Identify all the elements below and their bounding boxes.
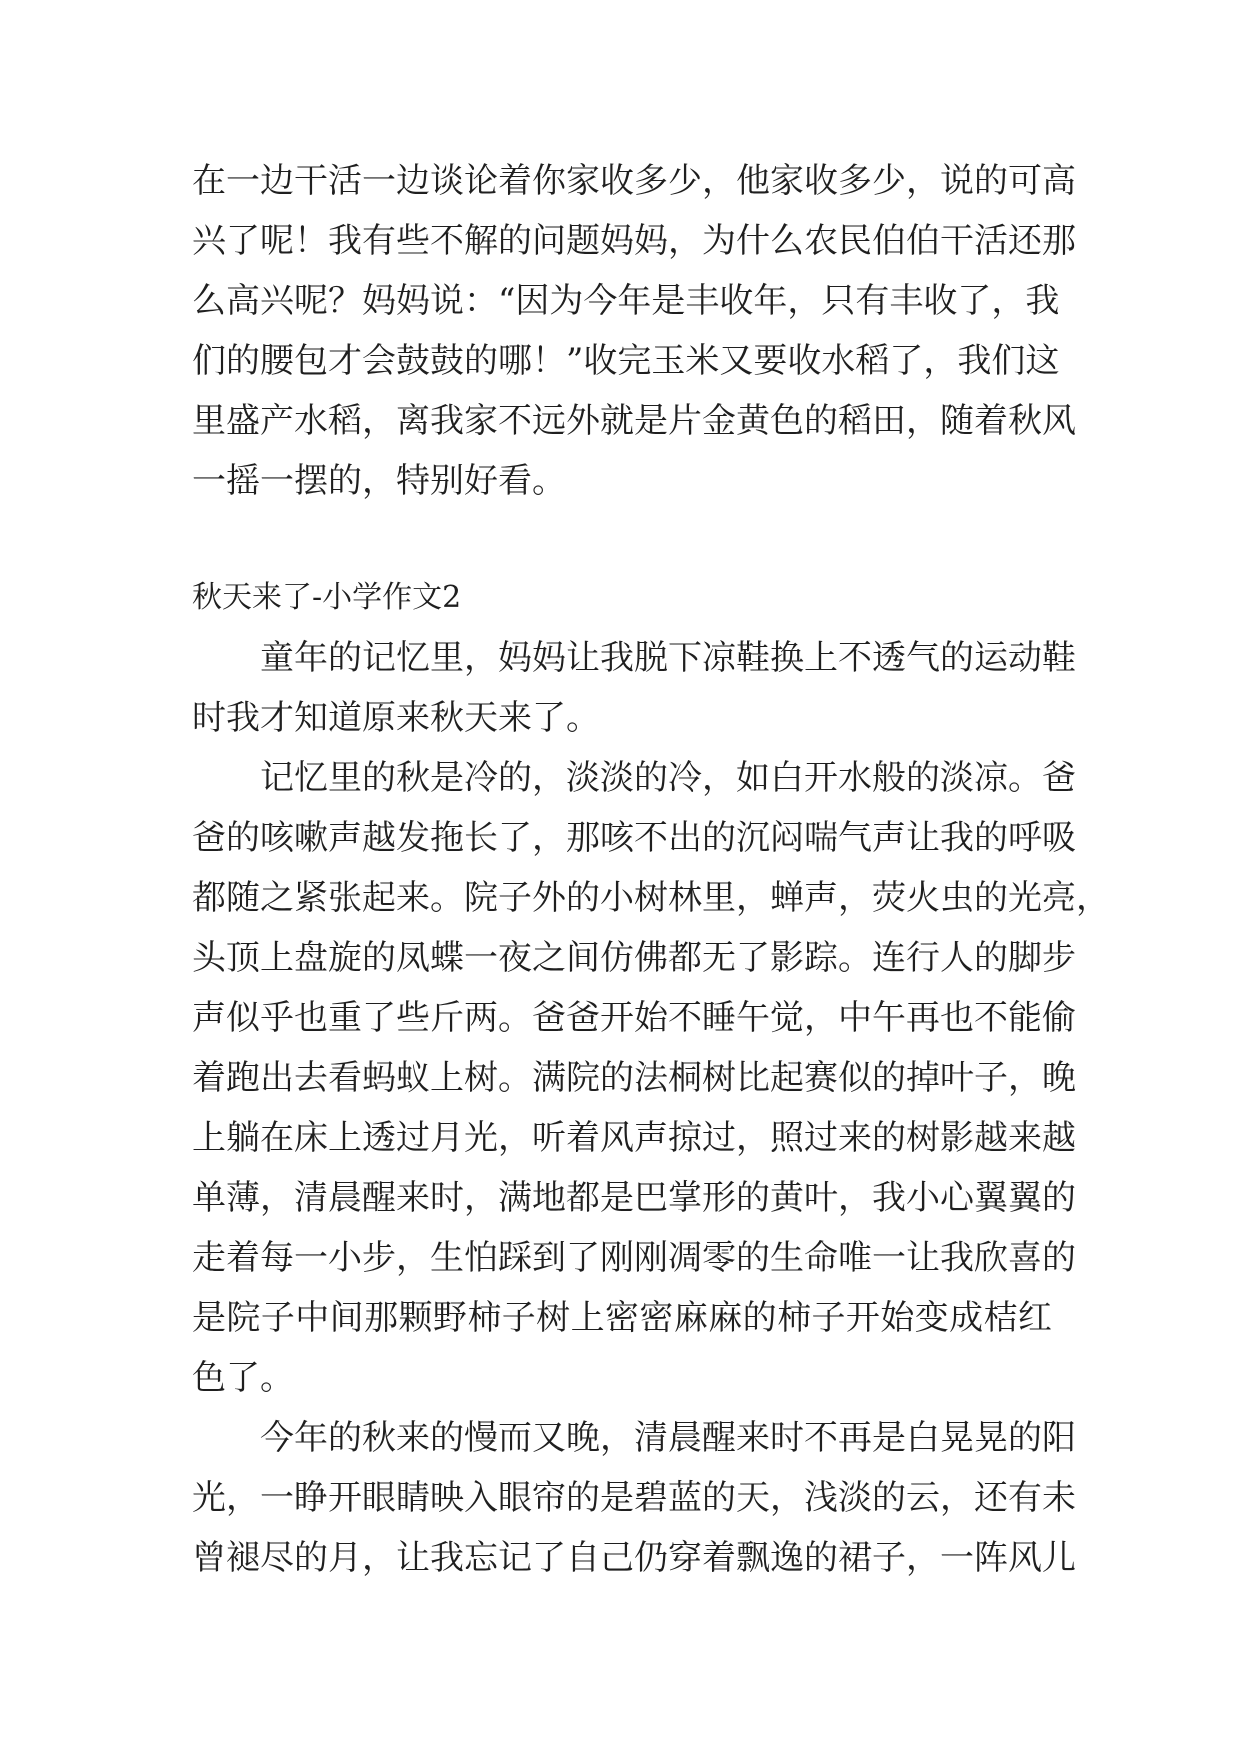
text-line: 记忆里的秋是冷的，淡淡的冷，如白开水般的淡凉。爸 bbox=[260, 758, 1076, 798]
text-line: 都随之紧张起来。院子外的小树林里，蝉声，荧火虫的光亮， bbox=[192, 878, 1110, 918]
text-line: 声似乎也重了些斤两。爸爸开始不睡午觉，中午再也不能偷 bbox=[192, 998, 1076, 1038]
text-line: 曾褪尽的月，让我忘记了自己仍穿着飘逸的裙子，一阵风儿 bbox=[192, 1538, 1076, 1578]
text-line: 们的腰包才会鼓鼓的哪！”收完玉米又要收水稻了，我们这 bbox=[192, 341, 1060, 381]
text-line: 今年的秋来的慢而又晚，清晨醒来时不再是白晃晃的阳 bbox=[260, 1418, 1076, 1458]
text-line: 上躺在床上透过月光，听着风声掠过，照过来的树影越来越 bbox=[192, 1118, 1076, 1158]
text-line: 头顶上盘旋的凤蝶一夜之间仿佛都无了影踪。连行人的脚步 bbox=[192, 938, 1076, 978]
text-line: 里盛产水稻，离我家不远外就是片金黄色的稻田，随着秋风 bbox=[192, 401, 1076, 441]
text-line: 光，一睁开眼睛映入眼帘的是碧蓝的天，浅淡的云，还有未 bbox=[192, 1478, 1076, 1518]
text-line: 在一边干活一边谈论着你家收多少，他家收多少，说的可高 bbox=[192, 161, 1076, 201]
text-line: 兴了呢！我有些不解的问题妈妈，为什么农民伯伯干活还那 bbox=[192, 221, 1076, 261]
text-line: 一摇一摆的，特别好看。 bbox=[192, 461, 566, 501]
text-line: 童年的记忆里，妈妈让我脱下凉鞋换上不透气的运动鞋 bbox=[260, 638, 1076, 678]
text-line: 是院子中间那颗野柿子树上密密麻麻的柿子开始变成桔红 bbox=[192, 1298, 1052, 1338]
text-line: 爸的咳嗽声越发拖长了，那咳不出的沉闷喘气声让我的呼吸 bbox=[192, 818, 1076, 858]
text-line: 么高兴呢？妈妈说：“因为今年是丰收年，只有丰收了，我 bbox=[192, 281, 1060, 321]
text-line: 色了。 bbox=[192, 1358, 294, 1398]
section-title: 秋天来了-小学作文2 bbox=[192, 580, 462, 615]
text-line: 单薄，清晨醒来时，满地都是巴掌形的黄叶，我小心翼翼的 bbox=[192, 1178, 1076, 1218]
text-line: 着跑出去看蚂蚁上树。满院的法桐树比起赛似的掉叶子，晚 bbox=[192, 1058, 1076, 1098]
text-line: 时我才知道原来秋天来了。 bbox=[192, 698, 600, 738]
text-line: 走着每一小步，生怕踩到了刚刚凋零的生命唯一让我欣喜的 bbox=[192, 1238, 1076, 1278]
